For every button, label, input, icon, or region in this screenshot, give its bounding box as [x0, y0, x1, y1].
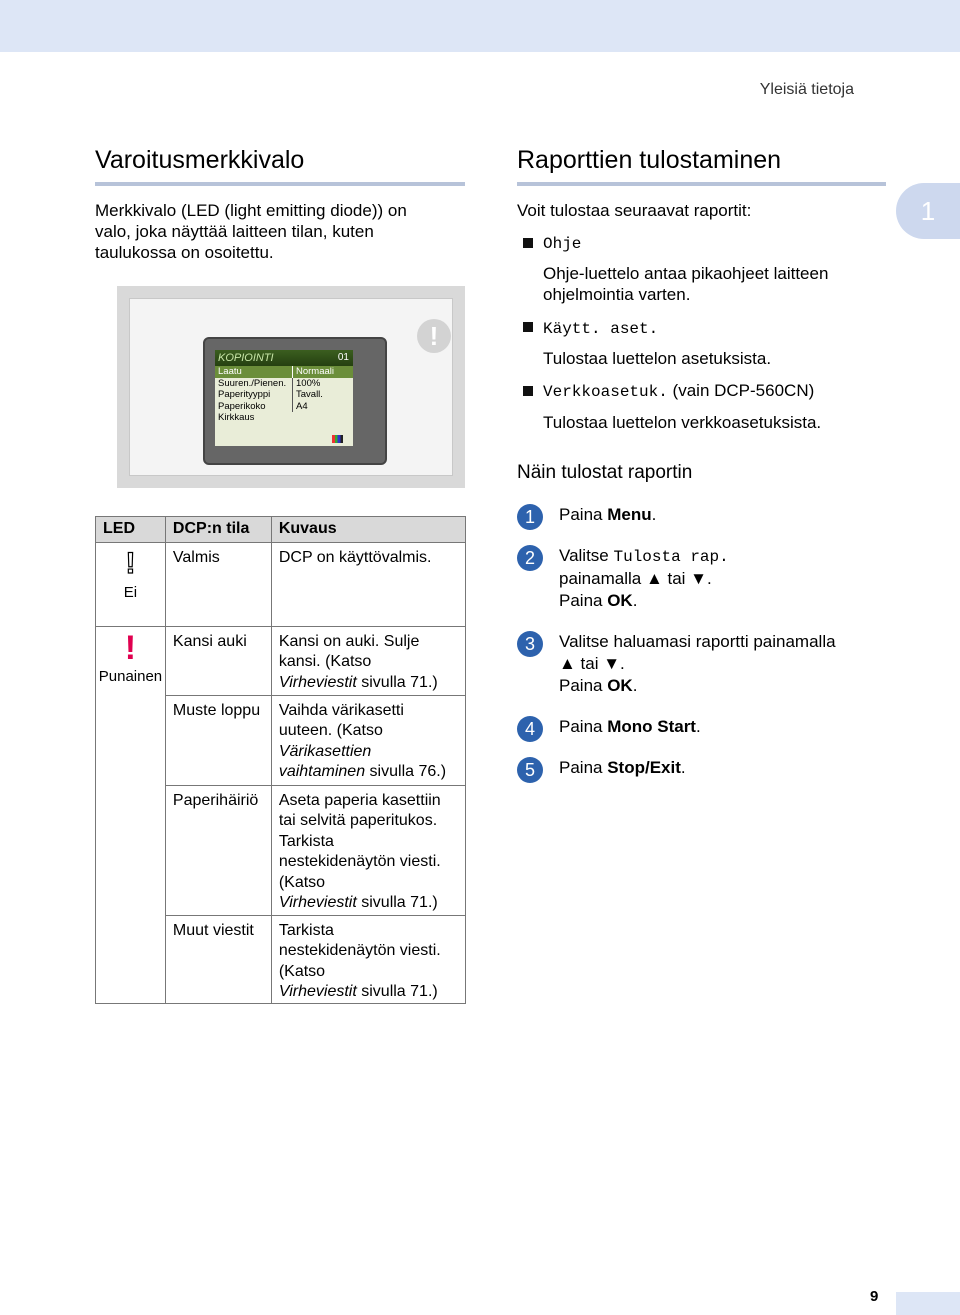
report-item: Verkkoasetuk. (vain DCP-560CN) [543, 381, 815, 401]
bullet-icon [523, 386, 533, 396]
report-desc: Tulostaa luettelon verkkoasetuksista. [543, 413, 822, 432]
section-rule [517, 182, 886, 186]
report-item: Ohje [543, 235, 582, 253]
section-title-reports: Raporttien tulostaminen [517, 146, 782, 174]
lcd-row: Kirkkaus [218, 412, 255, 423]
table-header-row [96, 517, 466, 543]
step-number: 5 [517, 757, 543, 783]
column-header: DCP:n tila [165, 517, 271, 543]
reports-intro: Voit tulostaa seuraavat raportit: [517, 201, 752, 220]
column-header: LED [96, 517, 166, 543]
bullet-icon [523, 238, 533, 248]
led-off-icon: ! [125, 546, 136, 580]
step-number: 1 [517, 504, 543, 530]
section-title-warning-led: Varoitusmerkkivalo [95, 146, 305, 174]
report-desc: Tulostaa luettelon asetuksista. [543, 349, 772, 368]
led-red-icon: ! [124, 628, 137, 667]
page-tab [896, 1292, 960, 1315]
report-item: Käytt. aset. [543, 320, 659, 338]
step-number: 4 [517, 716, 543, 742]
report-desc: Ohje-luettelo antaa pikaohjeet laitteen ohjelmointia varten. [543, 264, 829, 304]
lcd-row: Paperityyppi Tavall. [218, 389, 323, 400]
running-header: Yleisiä tietoja [759, 81, 854, 98]
lcd-row: Laatu Normaali [215, 366, 353, 378]
table-row: Muut viestit Tarkista nestekidenäytön viesti. (Katso Virheviestit sivulla 71.) [96, 915, 466, 1003]
step-number: 3 [517, 631, 543, 657]
bullet-icon [523, 322, 533, 332]
page-number: 9 [870, 1288, 879, 1305]
led-red-cell: ! Punainen [96, 626, 166, 1003]
table-row: ! Ei Valmis DCP on käyttövalmis. [96, 542, 466, 626]
top-band [0, 0, 960, 52]
table-row: Muste loppu Vaihda värikasetti uuteen. (Katso Värikasettien vaihtaminen sivulla 76.) [96, 695, 466, 785]
section-rule [95, 182, 465, 186]
led-status-table [95, 516, 466, 1004]
lcd-row: Suuren./Pienen. 100% [218, 377, 321, 389]
lcd-title: KOPIOINTI 01 [215, 350, 353, 366]
table-row: ! Punainen Kansi auki Kansi on auki. Sulje kansi. (Katso Virheviestit sivulla 71.) [96, 626, 466, 695]
lcd-row: Paperikoko A4 [218, 400, 308, 412]
lcd-counter: 01 [337, 352, 349, 363]
lcd-illustration [117, 286, 465, 488]
chapter-tab: 1 [896, 183, 960, 239]
table-row: Paperihäiriö Aseta paperia kasettiin tai selvitä paperitukos. Tarkista nestekidenäytön viesti. (Katso Virheviestit sivulla 71.) [96, 785, 466, 915]
led-off-cell: ! Ei [96, 542, 166, 626]
step-number: 2 [517, 545, 543, 571]
subsection-title: Näin tulostat raportin [517, 462, 693, 483]
lcd-bezel [203, 337, 387, 465]
warning-intro: Merkkivalo (LED (light emitting diode)) on valo, joka näyttää laitteen tilan, kuten taulukossa on osoitettu. [95, 201, 407, 262]
lcd-screen [215, 350, 353, 446]
ink-icon [332, 435, 343, 443]
column-header: Kuvaus [271, 517, 465, 543]
warning-led-icon: ! [417, 319, 451, 353]
